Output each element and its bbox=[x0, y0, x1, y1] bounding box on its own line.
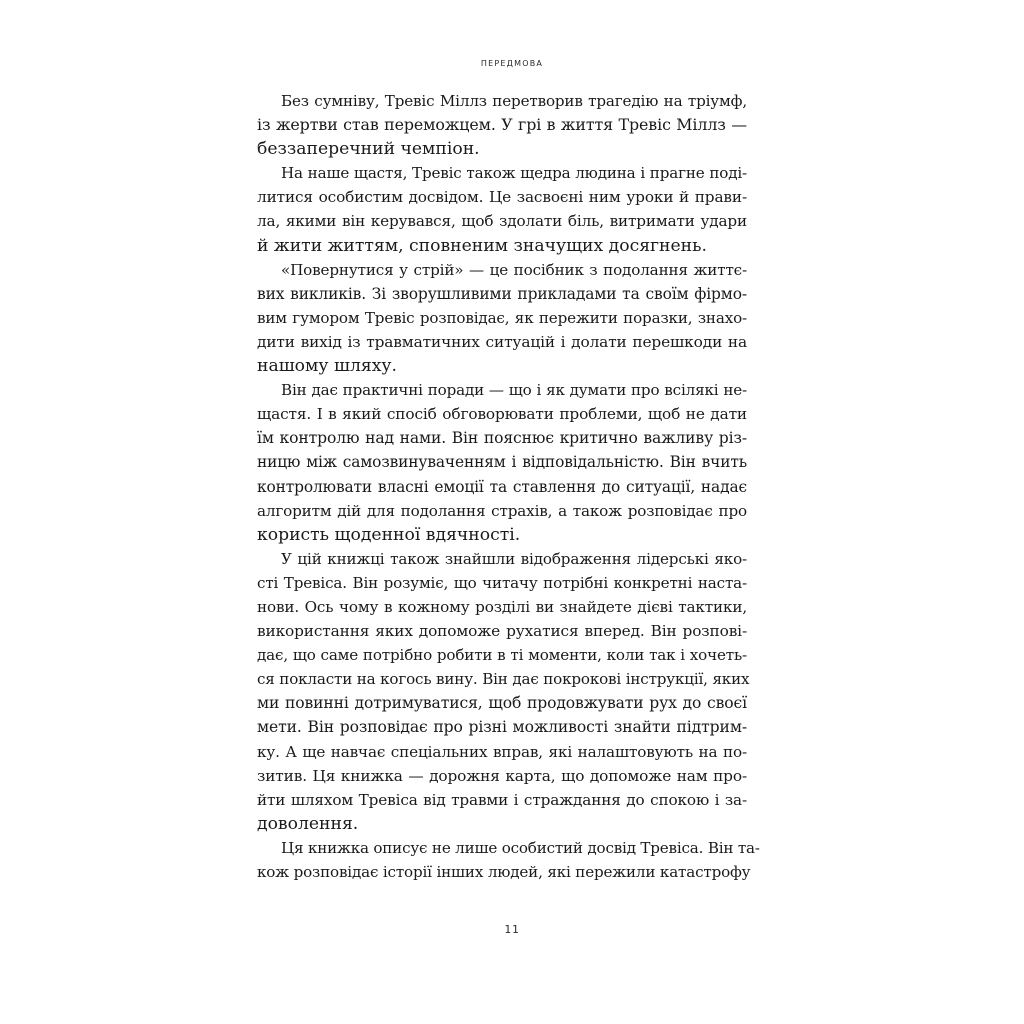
text-line: вим гумором Тревіс розповідає, як пережити поразки, знахо- bbox=[257, 308, 747, 327]
text-line: сті Тревіса. Він розуміє, що читачу потрібні конкретні наста- bbox=[257, 573, 747, 592]
text-line: ницю між самозвинуваченням і відповідальністю. Він вчить bbox=[257, 453, 747, 472]
text-line: ла, якими він керувався, щоб здолати біль, витримати удари bbox=[257, 212, 747, 231]
text-line: їм контролю над нами. Він пояснює критично важливу різ- bbox=[257, 429, 747, 448]
running-head: передмова bbox=[480, 56, 544, 69]
text-line: «Повернутися у стрій» — це посібник з подолання життє- bbox=[281, 260, 747, 279]
text-line: ку. А ще навчає спеціальних вправ, які налаштовують на по- bbox=[257, 742, 747, 761]
text-line: й жити життям, сповненим значущих досягнень. bbox=[257, 235, 707, 256]
text-line: дає, що саме потрібно робити в ті моменти, коли так і хочеть- bbox=[257, 646, 747, 665]
text-line: зитив. Ця книжка — дорожня карта, що допоможе нам про- bbox=[257, 766, 747, 785]
text-line: дити вихід із травматичних ситуацій і долати перешкоди на bbox=[257, 332, 747, 351]
text-line: йти шляхом Тревіса від травми і страждання до спокою і за- bbox=[257, 790, 747, 809]
text-line: із жертви став переможцем. У грі в життя Тревіс Міллз — bbox=[257, 115, 747, 135]
text-line: ми повинні дотримуватися, щоб продовжувати рух до своєї bbox=[257, 694, 747, 713]
text-line: беззаперечний чемпіон. bbox=[257, 139, 480, 160]
body-text bbox=[257, 89, 760, 884]
text-line: Він дає практичні поради — що і як думати про всілякі не- bbox=[281, 381, 747, 400]
text-line: щастя. І в який спосіб обговорювати проблеми, щоб не дати bbox=[257, 405, 747, 424]
text-line: мети. Він розповідає про різні можливості знайти підтрим- bbox=[257, 718, 747, 737]
text-line: алгоритм дій для подолання страхів, а також розповідає про bbox=[257, 501, 747, 520]
text-line: ся покласти на когось вину. Він дає покрокові інструкції, яких bbox=[257, 670, 750, 689]
text-line: кож розповідає історії інших людей, які пережили катастрофу bbox=[257, 863, 751, 881]
text-line: використання яких допоможе рухатися вперед. Він розпові- bbox=[257, 622, 747, 641]
page-number: 11 bbox=[504, 923, 520, 936]
text-line: На наше щастя, Тревіс також щедра людина і прагне поді- bbox=[281, 164, 747, 183]
text-line: Без сумніву, Тревіс Міллз перетворив трагедію на тріумф, bbox=[281, 92, 747, 110]
text-line: Ця книжка описує не лише особистий досвід Тревіса. Він та- bbox=[281, 838, 760, 857]
text-line: вих викликів. Зі зворушливими прикладами та своїм фірмо- bbox=[257, 284, 747, 303]
text-line: нови. Ось чому в кожному розділі ви знайдете дієві тактики, bbox=[257, 597, 747, 616]
text-line: користь щоденної вдячності. bbox=[257, 524, 521, 545]
text-line: литися особистим досвідом. Це засвоєні ним уроки й прави- bbox=[257, 188, 747, 207]
text-line: доволення. bbox=[257, 813, 359, 834]
text-line: У цій книжці також знайшли відображення лідерські яко- bbox=[281, 549, 747, 568]
text-line: нашому шляху. bbox=[257, 356, 397, 377]
text-line: контролювати власні емоції та ставлення до ситуації, надає bbox=[257, 477, 747, 496]
